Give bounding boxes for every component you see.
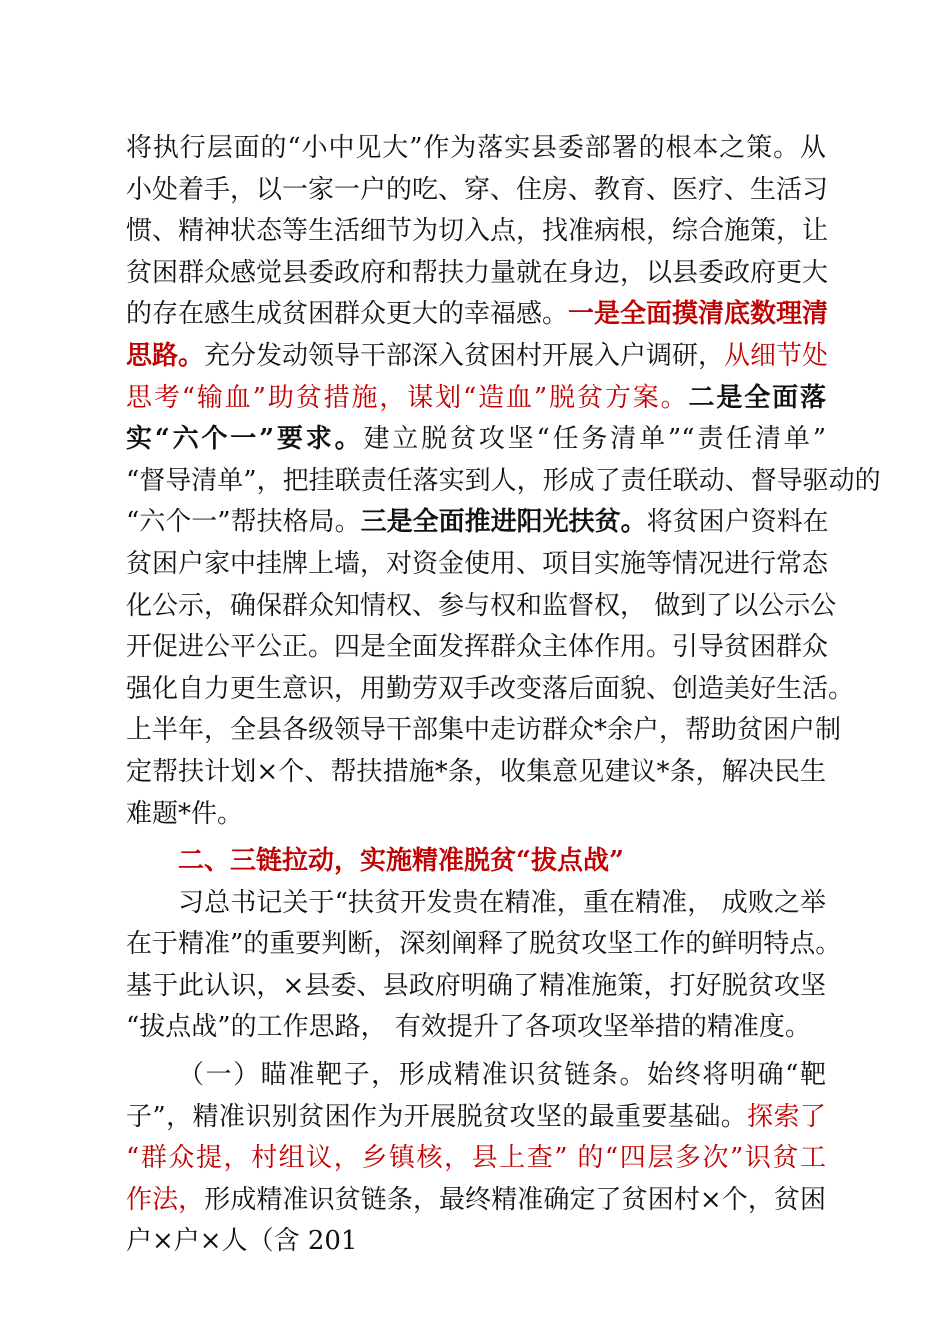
line-text: 形成精准识贫链条，最终精准确定了贫困村×个，贫困 bbox=[204, 1184, 826, 1215]
paragraph-line bbox=[126, 1055, 826, 1097]
highlight-red-text: 作法， bbox=[126, 1184, 205, 1215]
line-text: “拔点战”的工作思路， 有效提升了各项攻坚举措的精准度。 bbox=[126, 1012, 811, 1043]
line-text: 难题*件。 bbox=[126, 798, 244, 829]
paragraph-line bbox=[126, 883, 826, 925]
paragraph-line bbox=[126, 253, 829, 295]
paragraph-line bbox=[126, 1097, 826, 1139]
line-text: “督导清单”，把挂联责任落实到人，形成了责任联动、督导驱动的 bbox=[126, 465, 881, 496]
line-text: 小处着手，以一家一户的吃、穿、住房、教育、医疗、生活习 bbox=[126, 174, 829, 205]
line-text: 习总书记关于“扶贫开发贵在精准，重在精准， 成败之举 bbox=[178, 887, 826, 918]
line-text: （一）瞄准靶子，形成精准识贫链条。始终将明确“靶 bbox=[178, 1060, 826, 1091]
highlight-point-one: 一是全面摸清底数理清 bbox=[568, 299, 829, 330]
paragraph-line bbox=[126, 419, 826, 461]
section-heading: 二、三链拉动，实施精准脱贫“拔点战” bbox=[178, 846, 624, 877]
paragraph-line bbox=[126, 669, 855, 711]
document-body bbox=[126, 128, 881, 1263]
paragraph-line bbox=[126, 586, 837, 628]
line-text: 贫困群众感觉县委政府和帮扶力量就在身边，以县委政府更大 bbox=[126, 257, 829, 288]
paragraph-line bbox=[126, 461, 881, 503]
paragraph-line bbox=[126, 378, 826, 420]
line-text: 户×户×人（含 201 bbox=[126, 1226, 358, 1257]
point-two-label-end: 实“六个一”要求。 bbox=[126, 424, 364, 455]
line-text: 贫困户家中挂牌上墙，对资金使用、项目实施等情况进行常态 bbox=[126, 548, 829, 579]
paragraph-line bbox=[126, 627, 829, 669]
line-text: 强化自力更生意识，用勤劳双手改变落后面貌、创造美好生活。 bbox=[126, 673, 855, 704]
line-text: “六个一”帮扶格局。 bbox=[126, 507, 361, 538]
line-text: 基于此认识，×县委、县政府明确了精准施策，打好脱贫攻坚 bbox=[126, 970, 826, 1001]
paragraph-line bbox=[126, 794, 826, 836]
line-text: 的存在感生成贫困群众更大的幸福感。 bbox=[126, 299, 569, 330]
paragraph-line bbox=[126, 752, 826, 794]
paragraph-line bbox=[126, 1180, 826, 1222]
line-text: 子”，精准识别贫困作为开展脱贫攻坚的最重要基础。 bbox=[126, 1101, 748, 1132]
paragraph-line bbox=[126, 502, 829, 544]
line-text: 在于精准”的重要判断，深刻阐释了脱贫攻坚工作的鲜明特点。 bbox=[126, 929, 842, 960]
paragraph-line bbox=[126, 1007, 826, 1049]
line-text: 定帮扶计划×个、帮扶措施*条，收集意见建议*条，解决民生 bbox=[126, 756, 826, 787]
highlight-red-text: 探索了 bbox=[747, 1101, 826, 1132]
paragraph-line bbox=[126, 336, 829, 378]
point-two-label: 二是全面落 bbox=[688, 382, 826, 413]
paragraph-line bbox=[126, 544, 829, 586]
line-text: 建立脱贫攻坚“任务清单”“责任清单” bbox=[363, 424, 826, 455]
paragraph-line bbox=[126, 966, 826, 1008]
highlight-red-text: “群众提，村组议，乡镇核，县上查” 的“四层多次”识贫工 bbox=[126, 1143, 826, 1174]
line-text: 开促进公平公正。四是全面发挥群众主体作用。引导贫困群众 bbox=[126, 632, 829, 663]
highlight-point-one-end: 思路。 bbox=[126, 340, 205, 371]
paragraph-line bbox=[126, 211, 829, 253]
line-text: 惯、精神状态等生活细节为切入点，找准病根，综合施策，让 bbox=[126, 216, 829, 247]
paragraph-line bbox=[126, 1221, 826, 1263]
paragraph-line bbox=[126, 710, 842, 752]
paragraph-line bbox=[126, 170, 829, 212]
point-three-label: 三是全面推进阳光扶贫。 bbox=[360, 507, 647, 538]
line-text: 化公示，确保群众知情权、参与权和监督权， 做到了以公示公 bbox=[126, 590, 837, 621]
paragraph-line bbox=[126, 128, 826, 170]
line-text: 上半年，全县各级领导干部集中走访群众*余户，帮助贫困户制 bbox=[126, 715, 842, 746]
paragraph-line bbox=[126, 294, 829, 336]
line-text: 将贫困户资料在 bbox=[646, 507, 829, 538]
highlight-red-text: 思考“输血”助贫措施，谋划“造血”脱贫方案。 bbox=[126, 382, 689, 413]
line-text: 将执行层面的“小中见大”作为落实县委部署的根本之策。从 bbox=[126, 133, 826, 163]
paragraph-line bbox=[126, 924, 842, 966]
paragraph-line bbox=[126, 1138, 826, 1180]
highlight-red-text: 从细节处 bbox=[724, 340, 829, 371]
line-text: 充分发动领导干部深入贫困村开展入户调研， bbox=[204, 340, 725, 371]
